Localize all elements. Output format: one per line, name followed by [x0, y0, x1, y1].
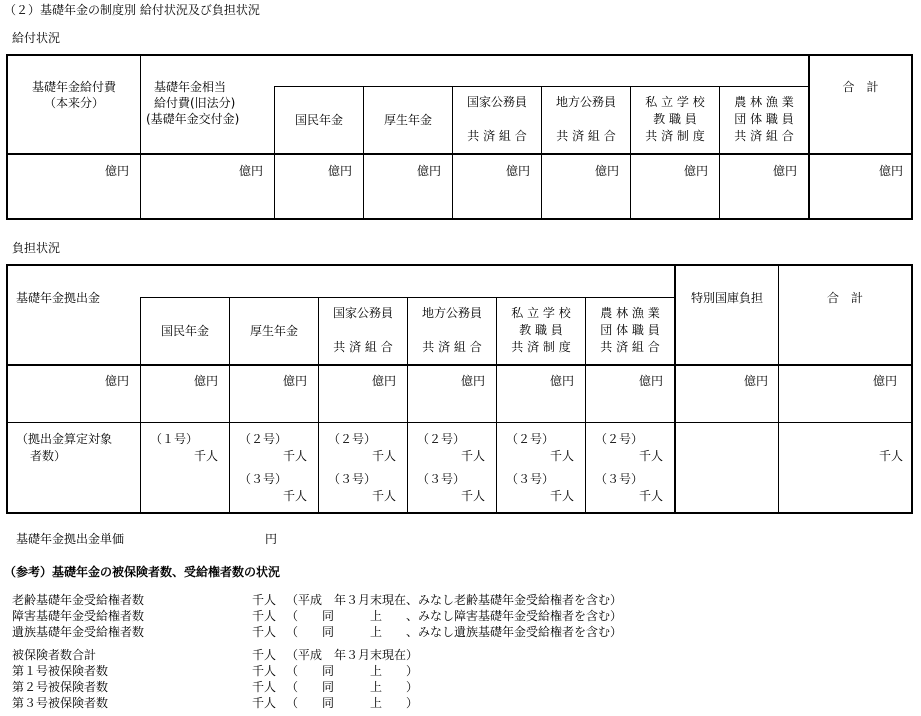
benefit-section-label: 給付状況: [12, 31, 61, 45]
benefit-cell-kosei: 億円: [416, 164, 441, 178]
ref-label-rorei: 老齢基礎年金受給権者数: [12, 593, 145, 607]
burden-header-kokka-2: 共 済 組 合: [333, 340, 393, 354]
burden-persons-label-2: 者数）: [30, 449, 67, 463]
ref-note-no2: （ 同 上 ）: [286, 680, 419, 694]
burden-no1-value: 千人: [193, 449, 218, 463]
burden-header-kyoshutsu: 基礎年金拠出金: [16, 291, 101, 305]
burden-header-tokubetsu: 特別国庫負担: [690, 291, 763, 305]
burden-cell-norin: 億円: [638, 374, 663, 388]
burden-norin-no3-value: 千人: [638, 489, 663, 503]
burden-header-norin-2: 団 体 職 員: [600, 323, 660, 337]
burden-cell-shiritsu: 億円: [549, 374, 574, 388]
burden-kokka-no3-value: 千人: [371, 489, 396, 503]
burden-header-kosei: 厚生年金: [249, 324, 298, 338]
section-title: （２）基礎年金の制度別 給付状況及び負担状況: [4, 3, 260, 17]
burden-norin-no3-label: （３号）: [595, 472, 644, 486]
ref-note-hihoken-total: （平成 年３月末現在）: [286, 648, 419, 662]
ref-note-rorei: （平成 年３月末現在、みなし老齢基礎年金受給権者を含む）: [286, 593, 623, 607]
benefit-header-shiritsu-2: 教 職 員: [653, 112, 697, 126]
burden-kosei-no3-label: （３号）: [239, 472, 288, 486]
benefit-header-chiho-2: 共 済 組 合: [556, 129, 616, 143]
ref-label-no3: 第３号被保険者数: [12, 696, 109, 710]
burden-norin-no2-label: （２号）: [595, 432, 644, 446]
burden-total-persons: 千人: [878, 449, 903, 463]
burden-chiho-no2-value: 千人: [460, 449, 485, 463]
unit-price-unit: 円: [265, 532, 278, 546]
ref-unit-no2: 千人: [252, 680, 277, 694]
ref-unit-rorei: 千人: [252, 593, 277, 607]
benefit-cell-total: 億円: [878, 164, 903, 178]
burden-header-shiritsu-2: 教 職 員: [519, 323, 563, 337]
burden-shiritsu-no2-value: 千人: [549, 449, 574, 463]
burden-kosei-no2-value: 千人: [282, 449, 307, 463]
benefit-cell-kiso: 億円: [104, 164, 129, 178]
burden-cell-chiho: 億円: [460, 374, 485, 388]
benefit-header-norin-2: 団 体 職 員: [734, 112, 794, 126]
burden-header-shiritsu-3: 共 済 制 度: [511, 340, 571, 354]
ref-note-no3: （ 同 上 ）: [286, 696, 419, 710]
ref-unit-izoku: 千人: [252, 625, 277, 639]
burden-norin-no2-value: 千人: [638, 449, 663, 463]
benefit-cell-kokumin: 億円: [327, 164, 352, 178]
ref-unit-no1: 千人: [252, 664, 277, 678]
burden-section-label: 負担状況: [12, 241, 61, 255]
burden-cell-kokumin: 億円: [193, 374, 218, 388]
benefit-header-norin-3: 共 済 組 合: [734, 129, 794, 143]
ref-unit-shogai: 千人: [252, 609, 277, 623]
burden-kosei-no3-value: 千人: [282, 489, 307, 503]
burden-kokka-no3-label: （３号）: [328, 472, 377, 486]
ref-label-no1: 第１号被保険者数: [12, 664, 109, 678]
benefit-header-kosei: 厚生年金: [383, 113, 432, 127]
burden-header-chiho: 地方公務員: [421, 306, 482, 320]
burden-cell-kyoshutsu: 億円: [104, 374, 129, 388]
benefit-header-sotou-2: 給付費(旧法分): [154, 96, 236, 110]
benefit-cell-chiho: 億円: [594, 164, 619, 178]
benefit-header-kiso: 基礎年金給付費: [31, 80, 116, 94]
burden-header-norin-3: 共 済 組 合: [600, 340, 660, 354]
burden-kosei-no2-label: （２号）: [239, 432, 288, 446]
unit-price-label: 基礎年金拠出金単価: [16, 532, 125, 546]
burden-persons-label: （拠出金算定対象: [16, 432, 113, 446]
ref-unit-hihoken-total: 千人: [252, 648, 277, 662]
burden-header-kokumin: 国民年金: [160, 324, 209, 338]
benefit-header-shiritsu-3: 共 済 制 度: [645, 129, 705, 143]
burden-header-kokka: 国家公務員: [332, 306, 393, 320]
benefit-header-shiritsu: 私 立 学 校: [645, 95, 705, 109]
ref-note-no1: （ 同 上 ）: [286, 664, 419, 678]
ref-unit-no3: 千人: [252, 696, 277, 710]
ref-label-hihoken-total: 被保険者数合計: [12, 648, 97, 662]
benefit-header-chiho: 地方公務員: [555, 95, 616, 109]
burden-chiho-no2-label: （２号）: [417, 432, 466, 446]
benefit-header-kokka-2: 共 済 組 合: [467, 129, 527, 143]
burden-header-norin: 農 林 漁 業: [600, 306, 660, 320]
burden-shiritsu-no3-label: （３号）: [506, 472, 555, 486]
benefit-header-kokka: 国家公務員: [466, 95, 527, 109]
benefit-header-kokumin: 国民年金: [294, 113, 343, 127]
benefit-header-sotou: 基礎年金相当: [154, 80, 227, 94]
benefit-header-kiso-sub: （本来分）: [43, 96, 104, 110]
burden-chiho-no3-value: 千人: [460, 489, 485, 503]
benefit-cell-shiritsu: 億円: [683, 164, 708, 178]
burden-cell-tokubetsu: 億円: [743, 374, 768, 388]
burden-shiritsu-no2-label: （２号）: [506, 432, 555, 446]
burden-kokka-no2-value: 千人: [371, 449, 396, 463]
benefit-cell-norin: 億円: [772, 164, 797, 178]
burden-kokka-no2-label: （２号）: [328, 432, 377, 446]
benefit-header-norin: 農 林 漁 業: [734, 95, 794, 109]
benefit-cell-kokka: 億円: [505, 164, 530, 178]
burden-cell-total: 億円: [872, 374, 897, 388]
burden-header-total: 合 計: [826, 291, 863, 305]
benefit-header-total: 合 計: [842, 80, 879, 94]
burden-cell-kosei: 億円: [282, 374, 307, 388]
ref-label-izoku: 遺族基礎年金受給権者数: [12, 625, 145, 639]
ref-label-no2: 第２号被保険者数: [12, 680, 109, 694]
ref-note-shogai: （ 同 上 、みなし障害基礎年金受給権者を含む）: [286, 609, 623, 623]
benefit-header-sotou-3: (基礎年金交付金): [146, 112, 240, 126]
ref-note-izoku: （ 同 上 、みなし遺族基礎年金受給権者を含む）: [286, 625, 623, 639]
ref-label-shogai: 障害基礎年金受給権者数: [12, 609, 145, 623]
burden-header-chiho-2: 共 済 組 合: [422, 340, 482, 354]
burden-chiho-no3-label: （３号）: [417, 472, 466, 486]
burden-cell-kokka: 億円: [371, 374, 396, 388]
benefit-cell-sotou: 億円: [238, 164, 263, 178]
burden-no1-label: （１号）: [150, 432, 199, 446]
reference-title: （参考）基礎年金の被保険者数、受給権者数の状況: [4, 565, 281, 579]
burden-header-shiritsu: 私 立 学 校: [511, 306, 571, 320]
burden-shiritsu-no3-value: 千人: [549, 489, 574, 503]
